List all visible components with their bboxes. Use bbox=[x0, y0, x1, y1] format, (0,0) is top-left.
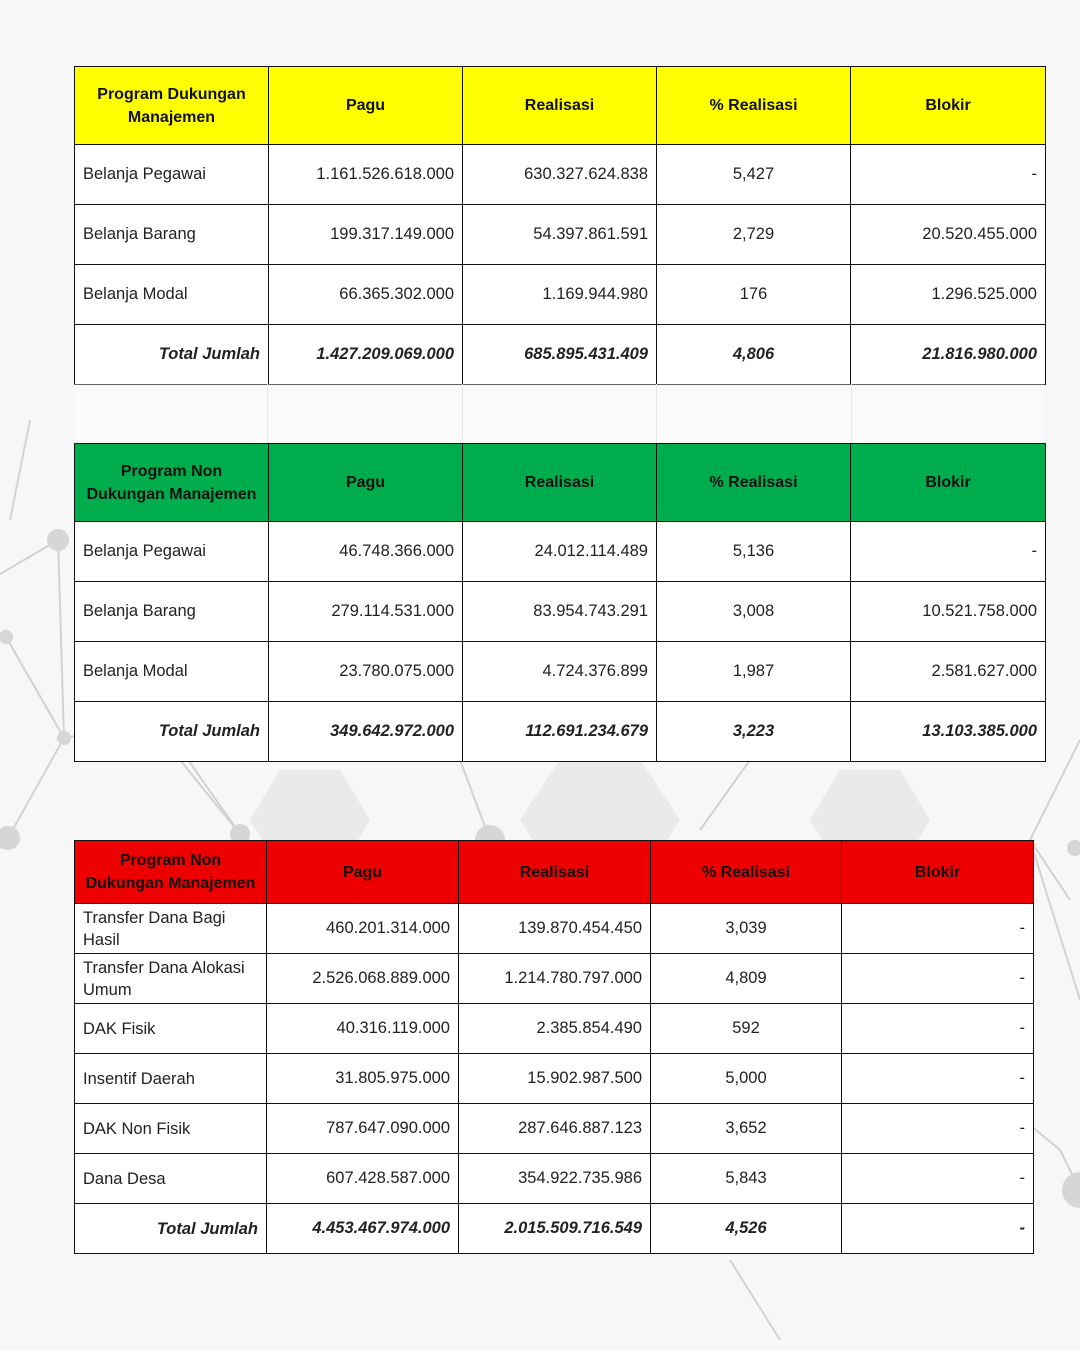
cell-realisasi: 15.902.987.500 bbox=[459, 1054, 651, 1104]
cell-blokir: 1.296.525.000 bbox=[851, 265, 1046, 325]
row-label: DAK Non Fisik bbox=[75, 1104, 267, 1154]
cell-persen: 1,987 bbox=[657, 642, 851, 702]
cell-realisasi: 4.724.376.899 bbox=[463, 642, 657, 702]
table-program-non-dukungan-manajemen bbox=[74, 443, 1046, 762]
table-row bbox=[75, 954, 1034, 1004]
cell-blokir: 2.581.627.000 bbox=[851, 642, 1046, 702]
cell-blokir: - bbox=[851, 522, 1046, 582]
cell-realisasi: 354.922.735.986 bbox=[459, 1154, 651, 1204]
cell-realisasi: 24.012.114.489 bbox=[463, 522, 657, 582]
row-label: Belanja Barang bbox=[75, 582, 269, 642]
total-blokir: 21.816.980.000 bbox=[851, 325, 1046, 385]
cell-blokir: - bbox=[851, 145, 1046, 205]
total-label: Total Jumlah bbox=[75, 702, 269, 762]
row-label: Belanja Barang bbox=[75, 205, 269, 265]
cell-pagu: 31.805.975.000 bbox=[267, 1054, 459, 1104]
cell-persen: 176 bbox=[657, 265, 851, 325]
header-realisasi: Realisasi bbox=[463, 67, 657, 145]
cell-realisasi: 83.954.743.291 bbox=[463, 582, 657, 642]
total-realisasi: 2.015.509.716.549 bbox=[459, 1204, 651, 1254]
table-row bbox=[75, 205, 1046, 265]
header-blokir: Blokir bbox=[842, 841, 1034, 904]
cell-realisasi: 139.870.454.450 bbox=[459, 904, 651, 954]
total-row bbox=[75, 325, 1046, 385]
total-label: Total Jumlah bbox=[75, 1204, 267, 1254]
table-row bbox=[75, 1154, 1034, 1204]
cell-blokir: - bbox=[842, 1054, 1034, 1104]
cell-blokir: - bbox=[842, 1004, 1034, 1054]
row-label: Belanja Modal bbox=[75, 642, 269, 702]
cell-realisasi: 54.397.861.591 bbox=[463, 205, 657, 265]
table-row bbox=[75, 145, 1046, 205]
cell-realisasi: 1.169.944.980 bbox=[463, 265, 657, 325]
cell-pagu: 607.428.587.000 bbox=[267, 1154, 459, 1204]
header-pagu: Pagu bbox=[267, 841, 459, 904]
cell-pagu: 46.748.366.000 bbox=[269, 522, 463, 582]
total-label: Total Jumlah bbox=[75, 325, 269, 385]
total-row bbox=[75, 702, 1046, 762]
header-realisasi: Realisasi bbox=[463, 444, 657, 522]
cell-persen: 3,039 bbox=[651, 904, 842, 954]
header-persen-realisasi: % Realisasi bbox=[657, 67, 851, 145]
header-program: Program Dukungan Manajemen bbox=[75, 67, 269, 145]
cell-blokir: - bbox=[842, 954, 1034, 1004]
cell-persen: 5,000 bbox=[651, 1054, 842, 1104]
cell-pagu: 787.647.090.000 bbox=[267, 1104, 459, 1154]
cell-pagu: 66.365.302.000 bbox=[269, 265, 463, 325]
cell-persen: 4,809 bbox=[651, 954, 842, 1004]
header-persen-realisasi: % Realisasi bbox=[651, 841, 842, 904]
table-header-row bbox=[75, 444, 1046, 522]
total-persen: 3,223 bbox=[657, 702, 851, 762]
table-row bbox=[75, 1104, 1034, 1154]
cell-persen: 3,008 bbox=[657, 582, 851, 642]
table-row bbox=[75, 265, 1046, 325]
header-blokir: Blokir bbox=[851, 444, 1046, 522]
header-realisasi: Realisasi bbox=[459, 841, 651, 904]
row-label: Dana Desa bbox=[75, 1154, 267, 1204]
total-persen: 4,806 bbox=[657, 325, 851, 385]
total-blokir: - bbox=[842, 1204, 1034, 1254]
total-realisasi: 685.895.431.409 bbox=[463, 325, 657, 385]
total-realisasi: 112.691.234.679 bbox=[463, 702, 657, 762]
cell-persen: 5,136 bbox=[657, 522, 851, 582]
table-row bbox=[75, 582, 1046, 642]
total-pagu: 4.453.467.974.000 bbox=[267, 1204, 459, 1254]
row-label: Transfer Dana Bagi Hasil bbox=[75, 904, 267, 954]
cell-pagu: 460.201.314.000 bbox=[267, 904, 459, 954]
table-header-row bbox=[75, 841, 1034, 904]
cell-blokir: 10.521.758.000 bbox=[851, 582, 1046, 642]
table-program-dukungan-manajemen bbox=[74, 66, 1046, 385]
cell-realisasi: 2.385.854.490 bbox=[459, 1004, 651, 1054]
cell-realisasi: 1.214.780.797.000 bbox=[459, 954, 651, 1004]
row-label: Belanja Pegawai bbox=[75, 145, 269, 205]
cell-blokir: - bbox=[842, 1104, 1034, 1154]
total-pagu: 349.642.972.000 bbox=[269, 702, 463, 762]
total-row bbox=[75, 1204, 1034, 1254]
header-program: Program Non Dukungan Manajemen bbox=[75, 444, 269, 522]
total-persen: 4,526 bbox=[651, 1204, 842, 1254]
cell-blokir: - bbox=[842, 904, 1034, 954]
cell-pagu: 23.780.075.000 bbox=[269, 642, 463, 702]
table-row bbox=[75, 642, 1046, 702]
cell-persen: 5,427 bbox=[657, 145, 851, 205]
table-row bbox=[75, 1004, 1034, 1054]
cell-persen: 3,652 bbox=[651, 1104, 842, 1154]
table-row bbox=[75, 522, 1046, 582]
cell-realisasi: 630.327.624.838 bbox=[463, 145, 657, 205]
header-blokir: Blokir bbox=[851, 67, 1046, 145]
row-label: DAK Fisik bbox=[75, 1004, 267, 1054]
row-label: Belanja Pegawai bbox=[75, 522, 269, 582]
header-program: Program Non Dukungan Manajemen bbox=[75, 841, 267, 904]
cell-pagu: 2.526.068.889.000 bbox=[267, 954, 459, 1004]
total-blokir: 13.103.385.000 bbox=[851, 702, 1046, 762]
header-pagu: Pagu bbox=[269, 444, 463, 522]
total-pagu: 1.427.209.069.000 bbox=[269, 325, 463, 385]
spacer-band bbox=[74, 384, 1045, 443]
row-label: Insentif Daerah bbox=[75, 1054, 267, 1104]
table-row bbox=[75, 1054, 1034, 1104]
cell-pagu: 199.317.149.000 bbox=[269, 205, 463, 265]
cell-persen: 5,843 bbox=[651, 1154, 842, 1204]
cell-realisasi: 287.646.887.123 bbox=[459, 1104, 651, 1154]
table-header-row bbox=[75, 67, 1046, 145]
row-label: Transfer Dana Alokasi Umum bbox=[75, 954, 267, 1004]
cell-blokir: - bbox=[842, 1154, 1034, 1204]
cell-pagu: 40.316.119.000 bbox=[267, 1004, 459, 1054]
cell-persen: 2,729 bbox=[657, 205, 851, 265]
cell-pagu: 1.161.526.618.000 bbox=[269, 145, 463, 205]
cell-persen: 592 bbox=[651, 1004, 842, 1054]
header-persen-realisasi: % Realisasi bbox=[657, 444, 851, 522]
cell-pagu: 279.114.531.000 bbox=[269, 582, 463, 642]
table-transfer-daerah bbox=[74, 840, 1034, 1254]
header-pagu: Pagu bbox=[269, 67, 463, 145]
row-label: Belanja Modal bbox=[75, 265, 269, 325]
cell-blokir: 20.520.455.000 bbox=[851, 205, 1046, 265]
table-row bbox=[75, 904, 1034, 954]
